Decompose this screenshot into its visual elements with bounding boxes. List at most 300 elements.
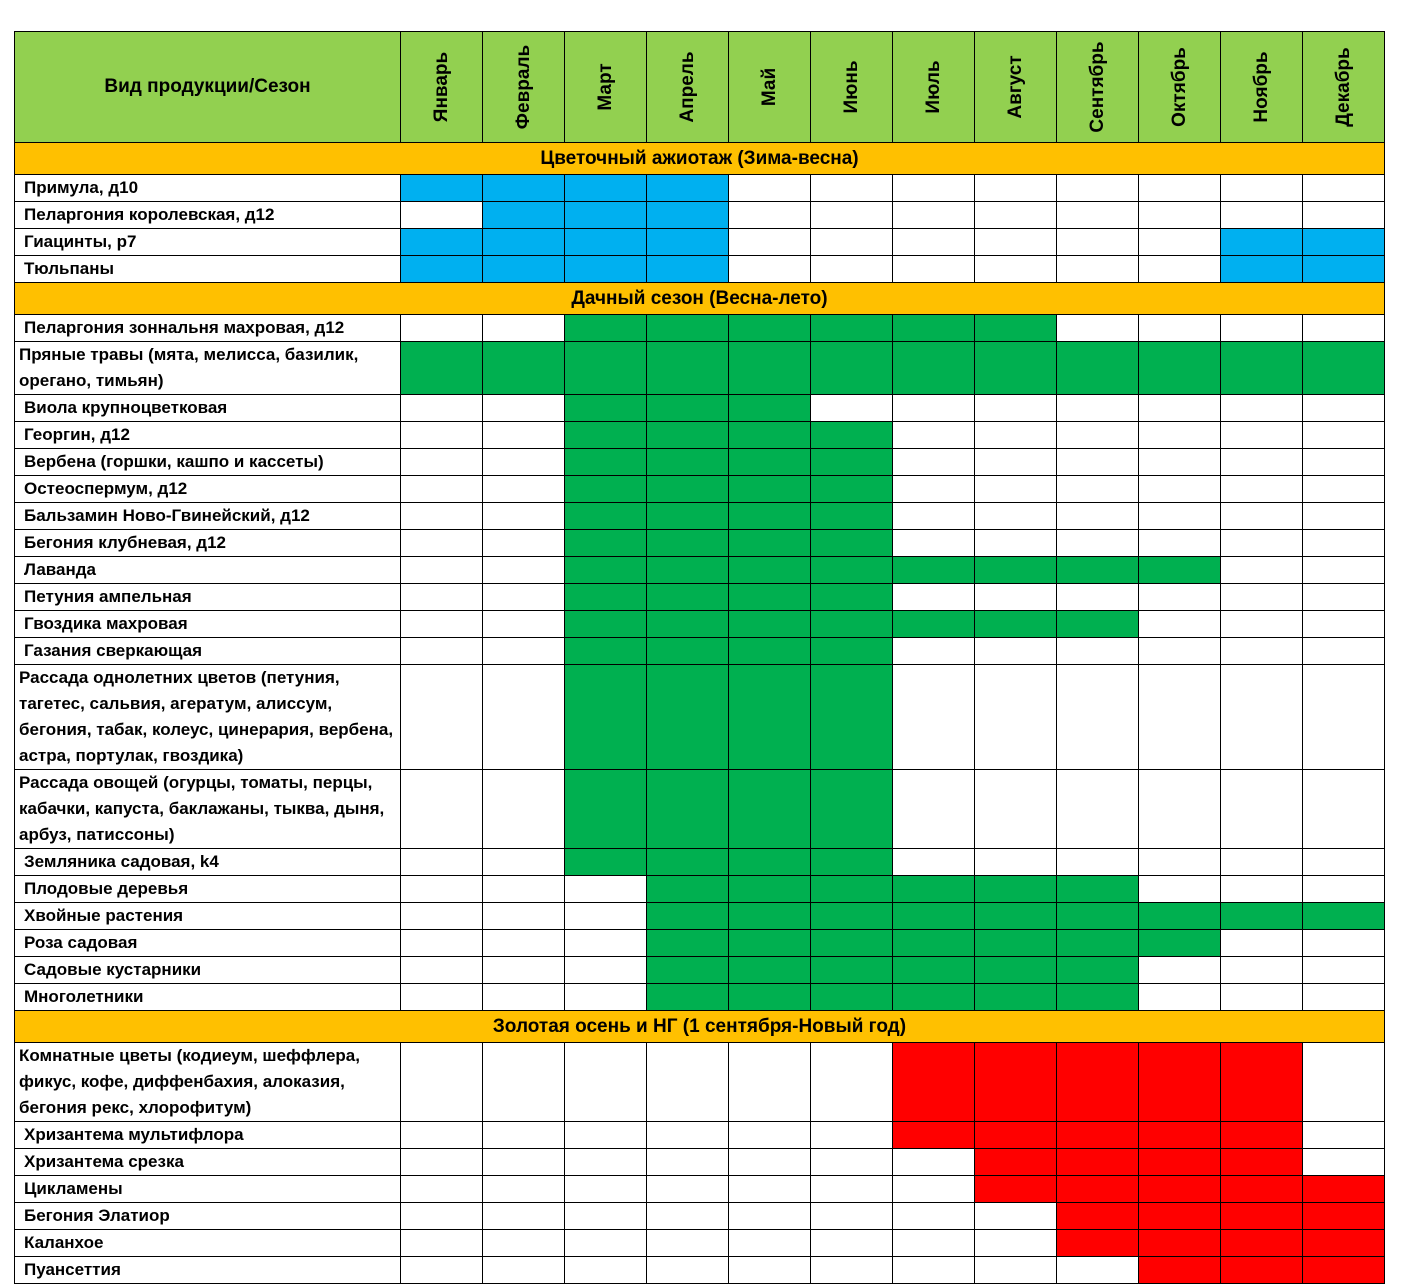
- season-cell-empty: [1221, 957, 1303, 984]
- season-cell-active: [975, 876, 1057, 903]
- season-cell-empty: [401, 770, 483, 849]
- season-cell-empty: [401, 957, 483, 984]
- product-name: Хризантема мультифлора: [15, 1122, 401, 1149]
- month-header: [1221, 32, 1303, 143]
- month-header: [1303, 32, 1385, 143]
- table-row: [15, 770, 1385, 849]
- season-cell-empty: [975, 770, 1057, 849]
- season-cell-active: [811, 984, 893, 1011]
- season-cell-empty: [975, 449, 1057, 476]
- season-cell-empty: [1221, 849, 1303, 876]
- season-cell-active: [647, 557, 729, 584]
- season-cell-empty: [565, 1149, 647, 1176]
- season-cell-active: [1057, 342, 1139, 395]
- season-cell-active: [811, 957, 893, 984]
- season-cell-empty: [729, 1230, 811, 1257]
- season-cell-empty: [647, 1230, 729, 1257]
- season-cell-active: [1303, 342, 1385, 395]
- season-cell-active: [1221, 1149, 1303, 1176]
- season-cell-empty: [1139, 229, 1221, 256]
- product-name: Роза садовая: [15, 930, 401, 957]
- season-cell-active: [975, 611, 1057, 638]
- season-cell-empty: [975, 1257, 1057, 1284]
- season-cell-empty: [1057, 395, 1139, 422]
- season-cell-active: [647, 229, 729, 256]
- season-cell-active: [729, 611, 811, 638]
- season-cell-empty: [729, 1203, 811, 1230]
- product-name: Тюльпаны: [15, 256, 401, 283]
- month-label: Май: [758, 67, 780, 107]
- month-label: Сентябрь: [1086, 41, 1108, 133]
- season-cell-active: [1139, 342, 1221, 395]
- season-cell-empty: [1303, 503, 1385, 530]
- season-cell-active: [565, 557, 647, 584]
- season-cell-empty: [401, 1149, 483, 1176]
- season-cell-active: [893, 342, 975, 395]
- table-row: [15, 1149, 1385, 1176]
- season-cell-active: [647, 503, 729, 530]
- season-cell-empty: [401, 1257, 483, 1284]
- season-cell-empty: [647, 1149, 729, 1176]
- season-cell-empty: [483, 557, 565, 584]
- season-cell-empty: [811, 229, 893, 256]
- season-cell-active: [1303, 256, 1385, 283]
- table-row: [15, 930, 1385, 957]
- season-cell-empty: [1221, 557, 1303, 584]
- table-row: [15, 1230, 1385, 1257]
- product-name: Садовые кустарники: [15, 957, 401, 984]
- season-cell-empty: [401, 530, 483, 557]
- season-cell-empty: [1221, 395, 1303, 422]
- season-cell-active: [647, 665, 729, 770]
- product-name: Хризантема срезка: [15, 1149, 401, 1176]
- season-cell-active: [483, 342, 565, 395]
- season-cell-active: [811, 422, 893, 449]
- season-cell-empty: [1221, 449, 1303, 476]
- season-cell-active: [729, 849, 811, 876]
- season-cell-active: [975, 315, 1057, 342]
- season-cell-empty: [483, 395, 565, 422]
- season-cell-active: [565, 665, 647, 770]
- season-cell-active: [565, 315, 647, 342]
- season-cell-active: [729, 503, 811, 530]
- season-cell-empty: [565, 1257, 647, 1284]
- season-cell-empty: [401, 876, 483, 903]
- season-cell-empty: [893, 449, 975, 476]
- season-cell-empty: [975, 1203, 1057, 1230]
- season-cell-active: [647, 449, 729, 476]
- season-cell-active: [729, 665, 811, 770]
- season-cell-empty: [647, 1122, 729, 1149]
- season-cell-active: [565, 229, 647, 256]
- season-cell-active: [1057, 984, 1139, 1011]
- table-row: [15, 229, 1385, 256]
- season-cell-active: [811, 903, 893, 930]
- month-label: Ноябрь: [1250, 51, 1272, 123]
- product-name: Пряные травы (мята, мелисса, базилик, орегано, тимьян): [15, 342, 401, 395]
- product-name: Бегония Элатиор: [15, 1203, 401, 1230]
- season-cell-empty: [1221, 930, 1303, 957]
- season-cell-active: [565, 256, 647, 283]
- season-cell-empty: [1303, 202, 1385, 229]
- season-cell-empty: [811, 175, 893, 202]
- season-cell-active: [729, 903, 811, 930]
- season-cell-empty: [1057, 584, 1139, 611]
- season-cell-active: [565, 422, 647, 449]
- season-cell-active: [483, 229, 565, 256]
- season-cell-empty: [483, 1176, 565, 1203]
- season-cell-active: [975, 957, 1057, 984]
- season-cell-empty: [893, 395, 975, 422]
- season-cell-empty: [401, 395, 483, 422]
- season-cell-active: [565, 770, 647, 849]
- season-cell-empty: [1221, 665, 1303, 770]
- season-cell-active: [647, 175, 729, 202]
- season-cell-empty: [1303, 957, 1385, 984]
- season-cell-active: [811, 315, 893, 342]
- season-cell-active: [811, 770, 893, 849]
- season-cell-empty: [401, 849, 483, 876]
- table-row: [15, 202, 1385, 229]
- product-name: Бегония клубневая, д12: [15, 530, 401, 557]
- season-cell-empty: [1221, 770, 1303, 849]
- season-cell-empty: [975, 229, 1057, 256]
- season-cell-empty: [1221, 315, 1303, 342]
- season-cell-active: [647, 903, 729, 930]
- season-cell-active: [1139, 903, 1221, 930]
- season-cell-empty: [893, 175, 975, 202]
- month-label: Июнь: [840, 60, 862, 114]
- season-cell-empty: [1057, 229, 1139, 256]
- season-cell-empty: [975, 175, 1057, 202]
- product-name: Рассада однолетних цветов (петуния, тагетес, сальвия, агератум, алиссум, бегония, табак, колеус, цинерария, вербена, астра, портулак, гвоздика): [15, 665, 401, 770]
- table-row: [15, 1043, 1385, 1122]
- season-cell-empty: [1057, 256, 1139, 283]
- season-cell-active: [483, 202, 565, 229]
- season-cell-active: [811, 584, 893, 611]
- season-cell-active: [1139, 1203, 1221, 1230]
- table-row: [15, 1176, 1385, 1203]
- season-cell-active: [1303, 903, 1385, 930]
- season-cell-active: [811, 476, 893, 503]
- month-label: Март: [594, 63, 616, 111]
- season-cell-empty: [1303, 530, 1385, 557]
- season-cell-empty: [893, 503, 975, 530]
- season-cell-active: [1057, 876, 1139, 903]
- season-cell-empty: [401, 202, 483, 229]
- season-cell-active: [1139, 1176, 1221, 1203]
- season-cell-empty: [893, 584, 975, 611]
- season-cell-active: [729, 315, 811, 342]
- season-cell-empty: [893, 1203, 975, 1230]
- season-cell-empty: [401, 930, 483, 957]
- table-row: [15, 1122, 1385, 1149]
- season-cell-empty: [401, 1043, 483, 1122]
- product-name: Петуния ампельная: [15, 584, 401, 611]
- season-cell-empty: [483, 984, 565, 1011]
- season-cell-active: [1057, 1149, 1139, 1176]
- season-cell-empty: [565, 1230, 647, 1257]
- season-cell-empty: [1139, 422, 1221, 449]
- season-cell-active: [729, 638, 811, 665]
- season-cell-active: [811, 930, 893, 957]
- season-cell-empty: [1303, 175, 1385, 202]
- season-cell-empty: [1303, 665, 1385, 770]
- table-row: [15, 1257, 1385, 1284]
- season-cell-empty: [1221, 202, 1303, 229]
- header-label: Вид продукции/Сезон: [15, 32, 401, 143]
- season-cell-active: [811, 557, 893, 584]
- product-name: Комнатные цветы (кодиеум, шеффлера, фикус, кофе, диффенбахия, алоказия, бегония рекс, хлорофитум): [15, 1043, 401, 1122]
- season-cell-active: [647, 611, 729, 638]
- season-cell-empty: [565, 1176, 647, 1203]
- month-header: [401, 32, 483, 143]
- season-cell-empty: [811, 1230, 893, 1257]
- season-cell-active: [729, 449, 811, 476]
- season-cell-active: [1221, 256, 1303, 283]
- season-cell-empty: [1221, 422, 1303, 449]
- month-label: Август: [1004, 55, 1026, 119]
- product-name: Гиацинты, р7: [15, 229, 401, 256]
- product-name: Многолетники: [15, 984, 401, 1011]
- season-cell-empty: [1139, 256, 1221, 283]
- product-name: Пеларгония зоннальня махровая, д12: [15, 315, 401, 342]
- table-row: [15, 315, 1385, 342]
- season-cell-active: [811, 876, 893, 903]
- season-cell-active: [811, 530, 893, 557]
- season-cell-empty: [483, 584, 565, 611]
- season-cell-empty: [401, 422, 483, 449]
- season-cell-empty: [1057, 665, 1139, 770]
- season-cell-active: [811, 503, 893, 530]
- season-cell-empty: [1303, 876, 1385, 903]
- season-cell-active: [565, 849, 647, 876]
- season-cell-empty: [1221, 984, 1303, 1011]
- season-cell-active: [811, 611, 893, 638]
- month-header: [483, 32, 565, 143]
- season-cell-empty: [483, 957, 565, 984]
- season-cell-active: [647, 930, 729, 957]
- season-cell-empty: [483, 876, 565, 903]
- season-cell-active: [647, 849, 729, 876]
- season-cell-active: [1221, 1122, 1303, 1149]
- season-cell-empty: [1057, 638, 1139, 665]
- season-cell-active: [565, 584, 647, 611]
- section-row: [15, 1011, 1385, 1043]
- season-cell-active: [1139, 930, 1221, 957]
- season-cell-empty: [1139, 476, 1221, 503]
- season-cell-active: [565, 611, 647, 638]
- season-cell-empty: [1221, 584, 1303, 611]
- season-cell-empty: [1303, 611, 1385, 638]
- season-cell-empty: [1139, 395, 1221, 422]
- season-cell-active: [729, 342, 811, 395]
- season-cell-empty: [811, 1122, 893, 1149]
- season-cell-empty: [483, 315, 565, 342]
- season-cell-empty: [1139, 530, 1221, 557]
- season-cell-active: [1303, 1230, 1385, 1257]
- product-name: Георгин, д12: [15, 422, 401, 449]
- season-cell-empty: [893, 256, 975, 283]
- month-header: [1057, 32, 1139, 143]
- table-row: [15, 342, 1385, 395]
- season-cell-empty: [975, 638, 1057, 665]
- season-calendar-table: [14, 31, 1385, 1284]
- month-header: [893, 32, 975, 143]
- table-row: [15, 903, 1385, 930]
- month-label: Февраль: [512, 44, 534, 130]
- season-cell-empty: [647, 1203, 729, 1230]
- season-cell-empty: [1057, 503, 1139, 530]
- season-cell-active: [647, 957, 729, 984]
- season-cell-active: [893, 1122, 975, 1149]
- season-cell-empty: [729, 1122, 811, 1149]
- section-row: [15, 143, 1385, 175]
- season-cell-empty: [1139, 175, 1221, 202]
- season-cell-active: [1221, 1176, 1303, 1203]
- product-name: Вербена (горшки, кашпо и кассеты): [15, 449, 401, 476]
- season-cell-active: [483, 175, 565, 202]
- season-cell-active: [1221, 1203, 1303, 1230]
- product-name: Гвоздика махровая: [15, 611, 401, 638]
- table-row: [15, 503, 1385, 530]
- month-label: Октябрь: [1168, 47, 1190, 127]
- season-cell-empty: [565, 903, 647, 930]
- season-cell-empty: [401, 1122, 483, 1149]
- table-row: [15, 449, 1385, 476]
- section-row: [15, 283, 1385, 315]
- season-cell-active: [1057, 1176, 1139, 1203]
- section-title: Цветочный ажиотаж (Зима-весна): [15, 143, 1385, 175]
- season-cell-empty: [893, 476, 975, 503]
- season-cell-active: [729, 876, 811, 903]
- season-cell-active: [975, 984, 1057, 1011]
- season-cell-active: [893, 557, 975, 584]
- season-cell-empty: [483, 1257, 565, 1284]
- season-cell-empty: [1057, 202, 1139, 229]
- season-cell-empty: [401, 903, 483, 930]
- season-cell-empty: [483, 476, 565, 503]
- product-name: Виола крупноцветковая: [15, 395, 401, 422]
- season-cell-empty: [811, 1176, 893, 1203]
- season-cell-active: [729, 584, 811, 611]
- month-header: [975, 32, 1057, 143]
- season-cell-active: [1303, 1203, 1385, 1230]
- season-cell-active: [1221, 903, 1303, 930]
- season-cell-empty: [729, 256, 811, 283]
- season-cell-empty: [893, 202, 975, 229]
- season-cell-empty: [811, 395, 893, 422]
- season-cell-active: [1057, 1122, 1139, 1149]
- table-row: [15, 611, 1385, 638]
- season-cell-empty: [893, 665, 975, 770]
- season-cell-empty: [1057, 1257, 1139, 1284]
- season-cell-empty: [1221, 175, 1303, 202]
- season-cell-empty: [811, 202, 893, 229]
- season-cell-active: [811, 665, 893, 770]
- season-cell-empty: [401, 557, 483, 584]
- season-cell-empty: [893, 1257, 975, 1284]
- season-cell-empty: [647, 1176, 729, 1203]
- season-cell-empty: [1303, 584, 1385, 611]
- season-cell-active: [1139, 1230, 1221, 1257]
- season-cell-empty: [1139, 202, 1221, 229]
- product-name: Плодовые деревья: [15, 876, 401, 903]
- season-cell-empty: [729, 202, 811, 229]
- season-cell-empty: [1303, 930, 1385, 957]
- product-name: Земляника садовая, k4: [15, 849, 401, 876]
- month-label: Декабрь: [1332, 47, 1354, 127]
- season-cell-active: [729, 957, 811, 984]
- table-row: [15, 665, 1385, 770]
- season-cell-empty: [483, 638, 565, 665]
- season-cell-empty: [1139, 984, 1221, 1011]
- season-cell-empty: [1221, 876, 1303, 903]
- season-cell-active: [975, 1176, 1057, 1203]
- season-cell-empty: [1303, 638, 1385, 665]
- season-cell-empty: [483, 1230, 565, 1257]
- season-cell-active: [1303, 229, 1385, 256]
- season-cell-empty: [401, 1230, 483, 1257]
- season-cell-empty: [1139, 584, 1221, 611]
- season-cell-active: [647, 770, 729, 849]
- season-cell-empty: [1057, 422, 1139, 449]
- season-cell-empty: [1303, 849, 1385, 876]
- season-cell-active: [565, 342, 647, 395]
- season-cell-active: [1057, 557, 1139, 584]
- season-cell-empty: [1303, 1149, 1385, 1176]
- season-cell-empty: [893, 1149, 975, 1176]
- season-cell-empty: [975, 422, 1057, 449]
- season-cell-empty: [1139, 638, 1221, 665]
- product-name: Пеларгония королевская, д12: [15, 202, 401, 229]
- month-header: [811, 32, 893, 143]
- season-cell-active: [811, 342, 893, 395]
- month-header: [647, 32, 729, 143]
- season-cell-empty: [1303, 770, 1385, 849]
- season-cell-active: [1057, 1203, 1139, 1230]
- season-cell-active: [893, 957, 975, 984]
- season-cell-empty: [401, 984, 483, 1011]
- season-cell-empty: [483, 503, 565, 530]
- season-cell-active: [1221, 1257, 1303, 1284]
- season-cell-active: [975, 342, 1057, 395]
- table-row: [15, 395, 1385, 422]
- season-cell-active: [565, 503, 647, 530]
- season-cell-empty: [975, 530, 1057, 557]
- season-cell-active: [647, 638, 729, 665]
- season-cell-active: [729, 557, 811, 584]
- season-cell-empty: [483, 1122, 565, 1149]
- season-cell-empty: [483, 770, 565, 849]
- season-cell-active: [401, 256, 483, 283]
- season-cell-active: [1139, 1149, 1221, 1176]
- season-cell-active: [729, 395, 811, 422]
- season-cell-active: [1057, 611, 1139, 638]
- season-cell-empty: [1139, 876, 1221, 903]
- season-cell-active: [565, 449, 647, 476]
- season-cell-empty: [1139, 611, 1221, 638]
- season-cell-empty: [893, 229, 975, 256]
- season-cell-empty: [1303, 984, 1385, 1011]
- season-cell-active: [1221, 1230, 1303, 1257]
- season-cell-active: [647, 315, 729, 342]
- season-cell-active: [647, 256, 729, 283]
- season-cell-empty: [1303, 422, 1385, 449]
- season-cell-empty: [1303, 1043, 1385, 1122]
- season-cell-empty: [565, 930, 647, 957]
- season-cell-empty: [1303, 395, 1385, 422]
